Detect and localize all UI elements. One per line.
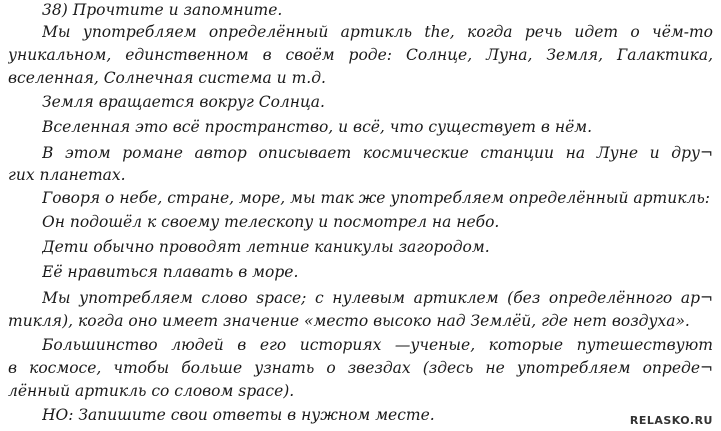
example-sentence: лённый артикль со словом space). [8,382,295,400]
watermark: RELASKO.RU [629,414,713,427]
text-line: Мы употребляем слово space; с нулевым артиклем (без определённого ар¬ [42,289,713,307]
text-line: вселенная, Солнечная система и т.д. [8,69,326,87]
example-sentence: НО: Запишите свои ответы в нужном месте. [42,406,435,424]
example-sentence: в космосе, чтобы больше узнать о звездах (здесь не употребляем опреде¬ [8,359,713,377]
text-line: Мы употребляем определённый артикль the, когда речь идет о чём-то [42,23,713,41]
example-sentence: Её нравиться плавать в море. [42,263,299,281]
example-sentence: В этом романе автор описывает космические станции на Луне и дру¬ [42,144,713,162]
exercise-heading: 38) Прочтите и запомните. [42,1,283,19]
example-sentence: Земля вращается вокруг Солнца. [42,93,325,111]
example-sentence: Большинство людей в его историях —ученые, которые путешествуют [42,336,713,354]
example-sentence: Он подошёл к своему телескопу и посмотрел на небо. [42,213,500,231]
example-sentence: гих планетах. [8,166,126,184]
text-line: Говоря о небе, стране, море, мы так же употребляем определённый артикль: [42,189,711,207]
text-line: уникальном, единственном в своём роде: Солнце, Луна, Земля, Галактика, [8,46,713,64]
example-sentence: Дети обычно проводят летние каникулы загородом. [42,238,490,256]
example-sentence: Вселенная это всё пространство, и всё, что существует в нём. [42,118,593,136]
text-line: тикля), когда оно имеет значение «место высоко над Землёй, где нет воздуха». [8,312,690,330]
